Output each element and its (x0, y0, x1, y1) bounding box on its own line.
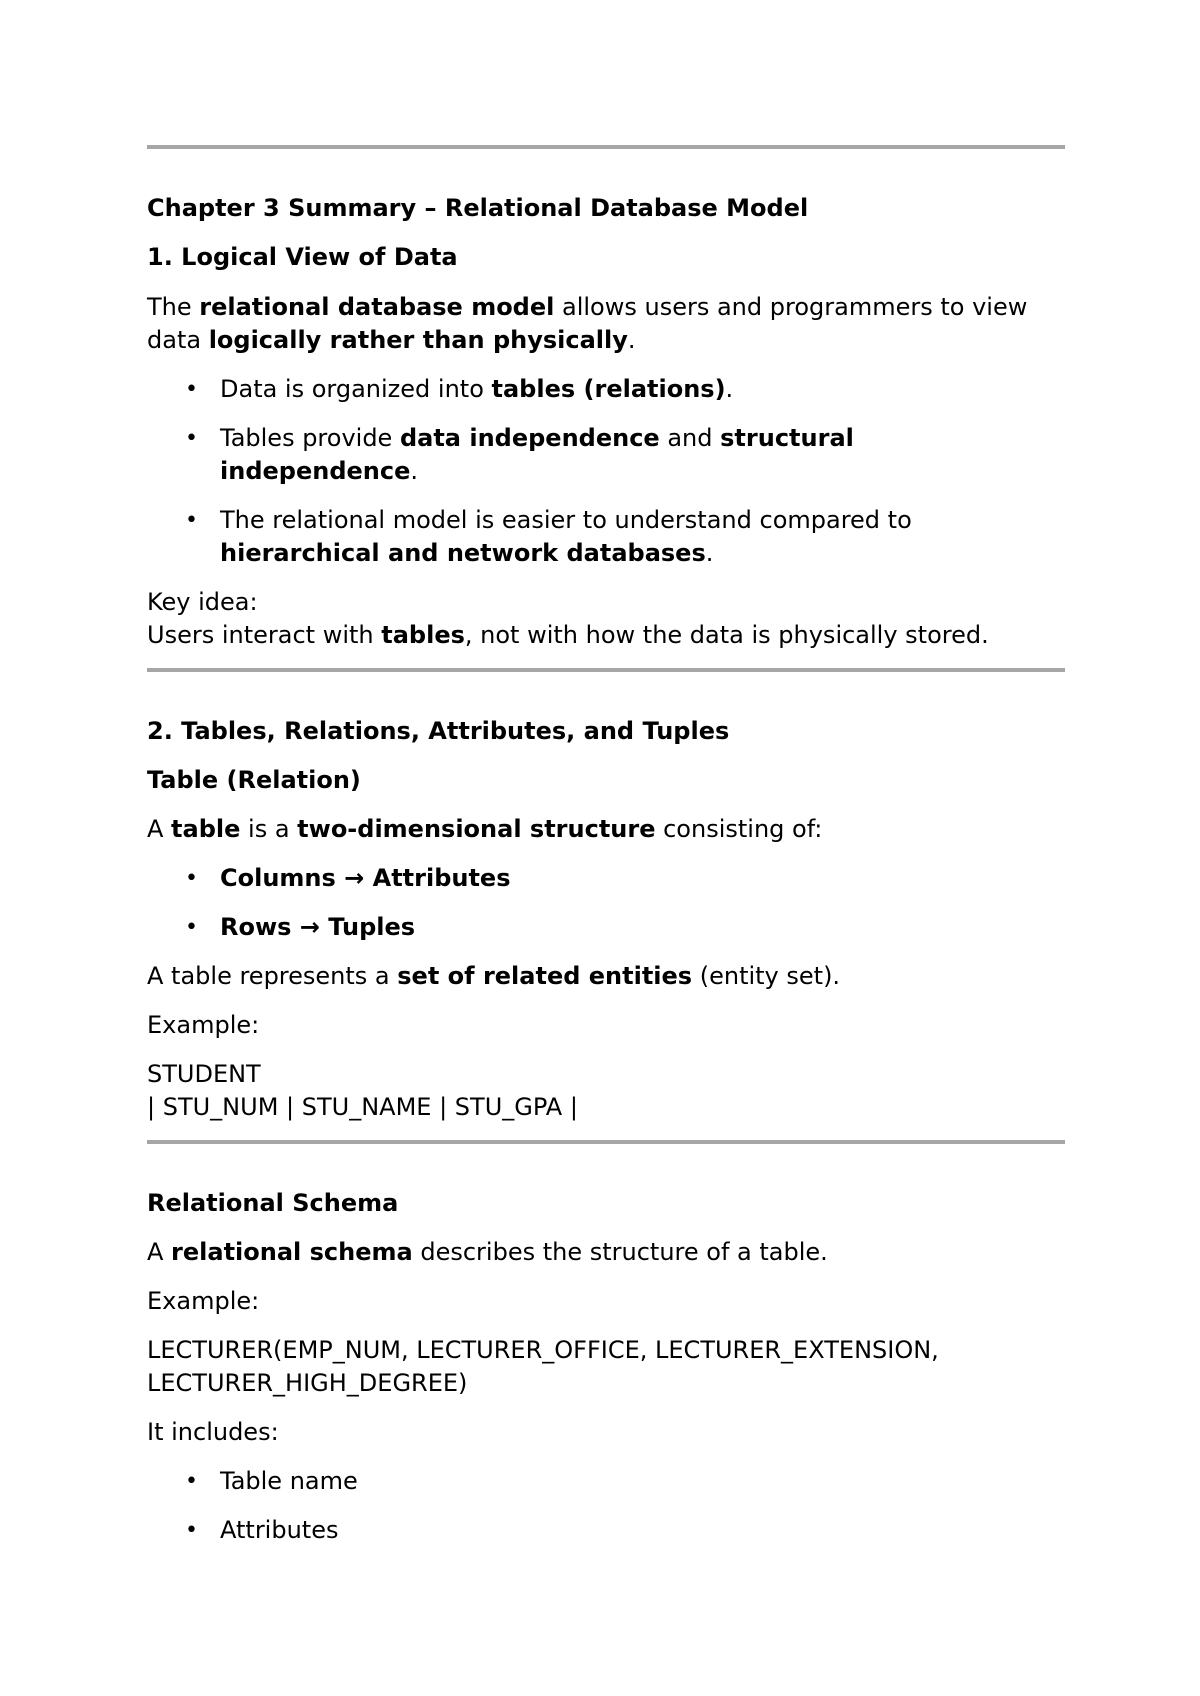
paragraph-line: A relational schema describes the structure of a table. (147, 1238, 828, 1266)
key-idea-label: Key idea: (147, 588, 258, 616)
example-line: | STU_NUM | STU_NAME | STU_GPA | (147, 1093, 578, 1121)
example-line: LECTURER(EMP_NUM, LECTURER_OFFICE, LECTURER_EXTENSION, (147, 1336, 939, 1364)
list-item: Data is organized into tables (relations). (220, 375, 734, 403)
bullet-icon: • (185, 915, 198, 940)
list-item-continuation: hierarchical and network databases. (220, 539, 714, 567)
bullet-icon: • (185, 377, 198, 402)
section-heading-logical-view: 1. Logical View of Data (147, 243, 458, 271)
bullet-icon: • (185, 1518, 198, 1543)
paragraph-line: The relational database model allows users and programmers to view (147, 293, 1028, 321)
section-heading-tables: 2. Tables, Relations, Attributes, and Tuples (147, 717, 730, 745)
paragraph-line: A table represents a set of related entities (entity set). (147, 962, 841, 990)
horizontal-rule (147, 1140, 1065, 1144)
horizontal-rule (147, 668, 1065, 672)
bullet-icon: • (185, 1469, 198, 1494)
example-label: Example: (147, 1011, 260, 1039)
list-item: The relational model is easier to understand compared to (220, 506, 912, 534)
example-line: LECTURER_HIGH_DEGREE) (147, 1369, 468, 1397)
list-item-continuation: independence. (220, 457, 418, 485)
list-item: Table name (220, 1467, 358, 1495)
paragraph-line: data logically rather than physically. (147, 326, 636, 354)
bullet-icon: • (185, 866, 198, 891)
list-item: Columns → Attributes (220, 864, 511, 892)
list-item: Attributes (220, 1516, 339, 1544)
section-heading-relational-schema: Relational Schema (147, 1189, 399, 1217)
horizontal-rule (147, 145, 1065, 149)
example-line: STUDENT (147, 1060, 261, 1088)
list-item: Rows → Tuples (220, 913, 416, 941)
subheading-table-relation: Table (Relation) (147, 766, 361, 794)
document-title: Chapter 3 Summary – Relational Database Model (147, 194, 809, 222)
example-label: Example: (147, 1287, 260, 1315)
includes-label: It includes: (147, 1418, 279, 1446)
list-item: Tables provide data independence and structural (220, 424, 854, 452)
paragraph-line: A table is a two-dimensional structure consisting of: (147, 815, 823, 843)
bullet-icon: • (185, 508, 198, 533)
bullet-icon: • (185, 426, 198, 451)
key-idea-text: Users interact with tables, not with how the data is physically stored. (147, 621, 989, 649)
